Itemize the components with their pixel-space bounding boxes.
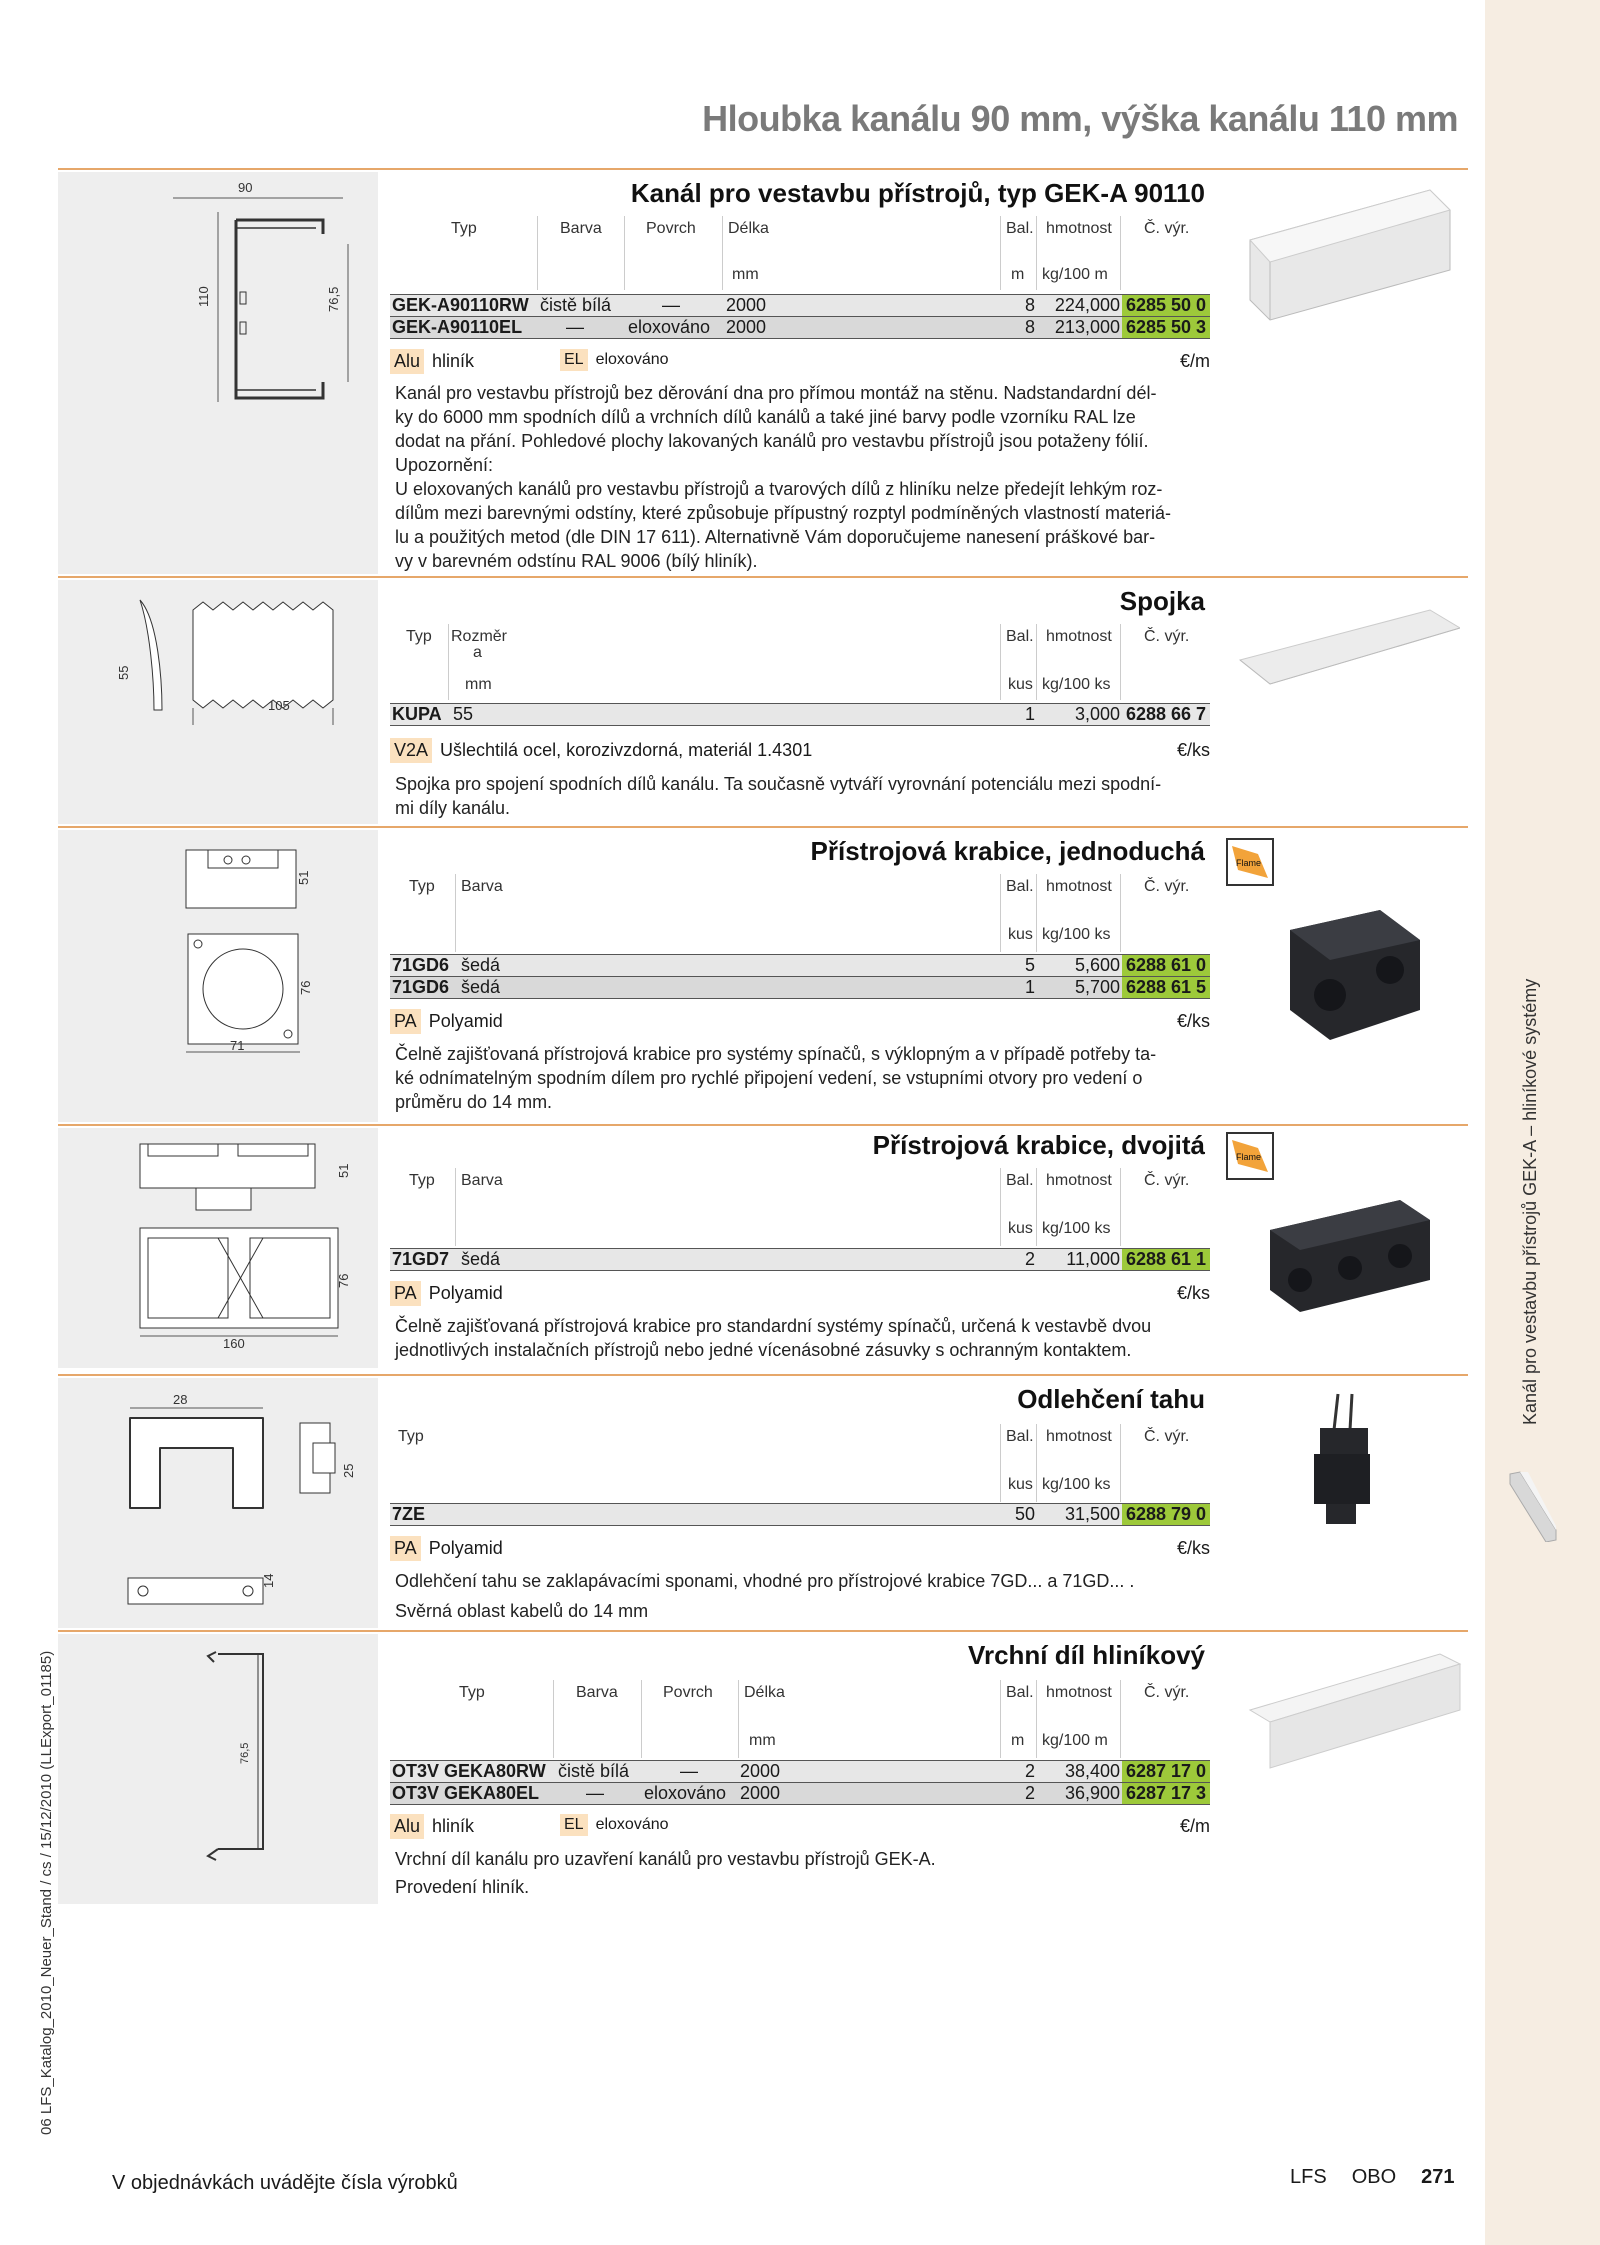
article-number: 6285 50 0 — [1122, 295, 1210, 316]
section-title-gek-a: Kanál pro vestavbu přístrojů, typ GEK-A 90110 — [630, 178, 1205, 208]
svg-text:14: 14 — [261, 1573, 276, 1588]
product-photo-top-part — [1240, 1650, 1470, 1780]
svg-text:160: 160 — [223, 1336, 245, 1351]
finish-line: EL eloxováno — [560, 1814, 669, 1836]
material-line: V2A Ušlechtilá ocel, korozivzdorná, materiál 1.4301 — [390, 738, 812, 763]
svg-text:28: 28 — [173, 1392, 188, 1407]
col-header-bal: Bal. — [1006, 220, 1034, 237]
drawing-panel-krabice-2 — [58, 1128, 378, 1368]
col-header-cislo: Č. výr. — [1144, 220, 1190, 237]
section-description: Kanál pro vestavbu přístrojů bez děrování dna pro přímou montáž na stěnu. Nadstandardní dél- ky do 6000 mm spodních dílů a vrchních dílů kanálů a také jiné barvy podle vzorníku RAL lze dodat na přání. Pohledové plochy lakovaných kanálů pro vestavbu přístrojů jsou potaženy fólií. Upozornění: U eloxovaných kanálů pro vestavbu přístrojů a tvarových dílů z hliníku nelze předejít lehkým roz- dílům mezi barevnými odstíny, které způsobuje přípustný rozptyl podmíněných vlastností materiá- lu a použitých metod (dle DIN 17 611). Alternativně Vám doporučujeme nanesení práškové bar- vy v barevném odstínu RAL 9006 (bílý hliník). — [395, 383, 1172, 571]
title-rule — [58, 168, 1468, 170]
page-title: Hloubka kanálu 90 mm, výška kanálu 110 mm — [702, 98, 1458, 139]
unit-m: m — [1011, 266, 1025, 283]
table-row[interactable]: OT3V GEKA80EL — eloxováno 2000 2 36,900 6287 17 3 — [390, 1782, 1210, 1805]
strain-relief-drawing — [58, 1378, 378, 1628]
product-photo-channel — [1230, 180, 1460, 330]
table-row[interactable]: GEK-A90110RW čistě bílá — 2000 8 224,000 6285 50 0 — [390, 294, 1210, 317]
section-description: Vrchní díl kanálu pro uzavření kanálů pro vestavbu přístrojů GEK-A. Provedení hliník. — [395, 1849, 936, 1897]
dim-width: 90 — [238, 180, 253, 195]
price-unit: €/m — [1179, 351, 1210, 371]
section-title-krabice-2: Přístrojová krabice, dvojitá — [872, 1130, 1205, 1160]
article-number: 6288 61 0 — [1122, 955, 1210, 976]
col-header-typ: Typ — [451, 220, 477, 237]
finish-line: EL eloxováno — [560, 349, 669, 371]
table-row[interactable]: 71GD6 šedá 1 5,700 6288 61 5 — [390, 976, 1210, 999]
svg-text:71: 71 — [230, 1038, 245, 1053]
table-row[interactable]: 71GD6 šedá 5 5,600 6288 61 0 — [390, 954, 1210, 977]
halogen-free-icon — [1226, 1132, 1274, 1180]
page-number: 271 — [1421, 2166, 1455, 2188]
footer-brand: LFS OBO 271 — [1290, 2166, 1455, 2188]
double-box-drawing — [58, 1128, 378, 1368]
col-header-povrch: Povrch — [646, 220, 696, 237]
coupler-drawing — [58, 580, 378, 824]
material-line: PA Polyamid — [390, 1536, 503, 1561]
article-number: 6288 66 7 — [1122, 704, 1210, 725]
col-header-delka: Délka — [728, 220, 769, 237]
top-part-drawing — [58, 1634, 378, 1904]
svg-text:51: 51 — [336, 1163, 351, 1178]
article-number: 6288 61 5 — [1122, 977, 1210, 998]
article-number: 6285 50 3 — [1122, 317, 1210, 338]
section-title-odlehceni: Odlehčení tahu — [1017, 1384, 1205, 1414]
section-description: Spojka pro spojení spodních dílů kanálu. Ta současně vytváří vyrovnání potenciálu mezi spodní- mi díly kanálu. — [395, 774, 1162, 818]
col-header-barva: Barva — [560, 220, 602, 237]
dim-height: 110 — [196, 286, 211, 307]
drawing-panel-spojka — [58, 580, 378, 824]
table-row[interactable]: OT3V GEKA80RW čistě bílá — 2000 2 38,400 6287 17 0 — [390, 1760, 1210, 1783]
table-row[interactable]: 7ZE 50 31,500 6288 79 0 — [390, 1503, 1210, 1526]
right-sidebar — [1485, 0, 1600, 2245]
drawing-panel-odlehceni — [58, 1378, 378, 1628]
single-box-drawing — [58, 830, 378, 1122]
article-number: 6287 17 0 — [1122, 1761, 1210, 1782]
section-description: Odlehčení tahu se zaklapávacími sponami, vhodné pro přístrojové krabice 7GD... a 71GD... . Svěrná oblast kabelů do 14 mm — [395, 1571, 1135, 1621]
product-photo-single-box — [1270, 900, 1430, 1050]
svg-text:76,5: 76,5 — [239, 1742, 251, 1764]
svg-text:55: 55 — [116, 665, 131, 680]
table-row[interactable]: KUPA 55 1 3,000 6288 66 7 — [390, 703, 1210, 726]
svg-text:76: 76 — [298, 980, 313, 995]
section-description: Čelně zajišťovaná přístrojová krabice pro standardní systémy spínačů, určená k vestavbě dvou jednotlivých instalačních přístrojů nebo jedné vícenásobné zásuvky s ochranným kontaktem. — [395, 1316, 1152, 1360]
table-row[interactable]: GEK-A90110EL — eloxováno 2000 8 213,000 6285 50 3 — [390, 316, 1210, 339]
svg-text:51: 51 — [296, 870, 311, 885]
section-title-vrchni-dil: Vrchní díl hliníkový — [968, 1640, 1205, 1670]
material-line: Alu hliník — [390, 1814, 474, 1839]
col-header-hmotnost: hmotnost — [1046, 220, 1112, 237]
unit-mm: mm — [732, 266, 759, 283]
svg-text:25: 25 — [341, 1463, 356, 1478]
material-line: Alu hliník — [390, 349, 474, 374]
material-line: PA Polyamid — [390, 1009, 503, 1034]
svg-text:105: 105 — [268, 698, 290, 713]
drawing-panel-krabice-1 — [58, 830, 378, 1122]
dim-inner: 76,5 — [326, 286, 341, 312]
product-photo-double-box — [1260, 1190, 1440, 1320]
section-description: Čelně zajišťovaná přístrojová krabice pro systémy spínačů, s výklopným a v případě potřeby ta- ké odnímatelným spodním dílem pro rychlé připojení vedení, se vstupními otvory pro vedení o průměru do 14 mm. — [395, 1044, 1157, 1112]
halogen-free-icon — [1226, 838, 1274, 886]
article-number: 6288 79 0 — [1122, 1504, 1210, 1525]
drawing-panel-gek-a — [58, 172, 378, 574]
article-number: 6288 61 1 — [1122, 1249, 1210, 1270]
table-row[interactable]: 71GD7 šedá 2 11,000 6288 61 1 — [390, 1248, 1210, 1271]
product-photo-strain-relief — [1300, 1390, 1390, 1530]
unit-kg: kg/100 m — [1042, 266, 1108, 283]
section-title-spojka: Spojka — [1119, 586, 1205, 616]
svg-text:76: 76 — [336, 1273, 351, 1288]
svg-text:Flame: Flame — [1236, 1152, 1262, 1162]
sidebar-channel-thumbnail — [1508, 1470, 1558, 1542]
footer-note: V objednávkách uvádějte čísla výrobků — [112, 2172, 458, 2194]
material-line: PA Polyamid — [390, 1281, 503, 1306]
svg-text:Flame: Flame — [1236, 858, 1262, 868]
article-number: 6287 17 3 — [1122, 1783, 1210, 1804]
drawing-panel-vrchni-dil — [58, 1634, 378, 1904]
section-title-krabice-1: Přístrojová krabice, jednoduchá — [810, 836, 1205, 866]
product-photo-spojka — [1230, 600, 1460, 700]
channel-profile-drawing — [58, 172, 378, 574]
